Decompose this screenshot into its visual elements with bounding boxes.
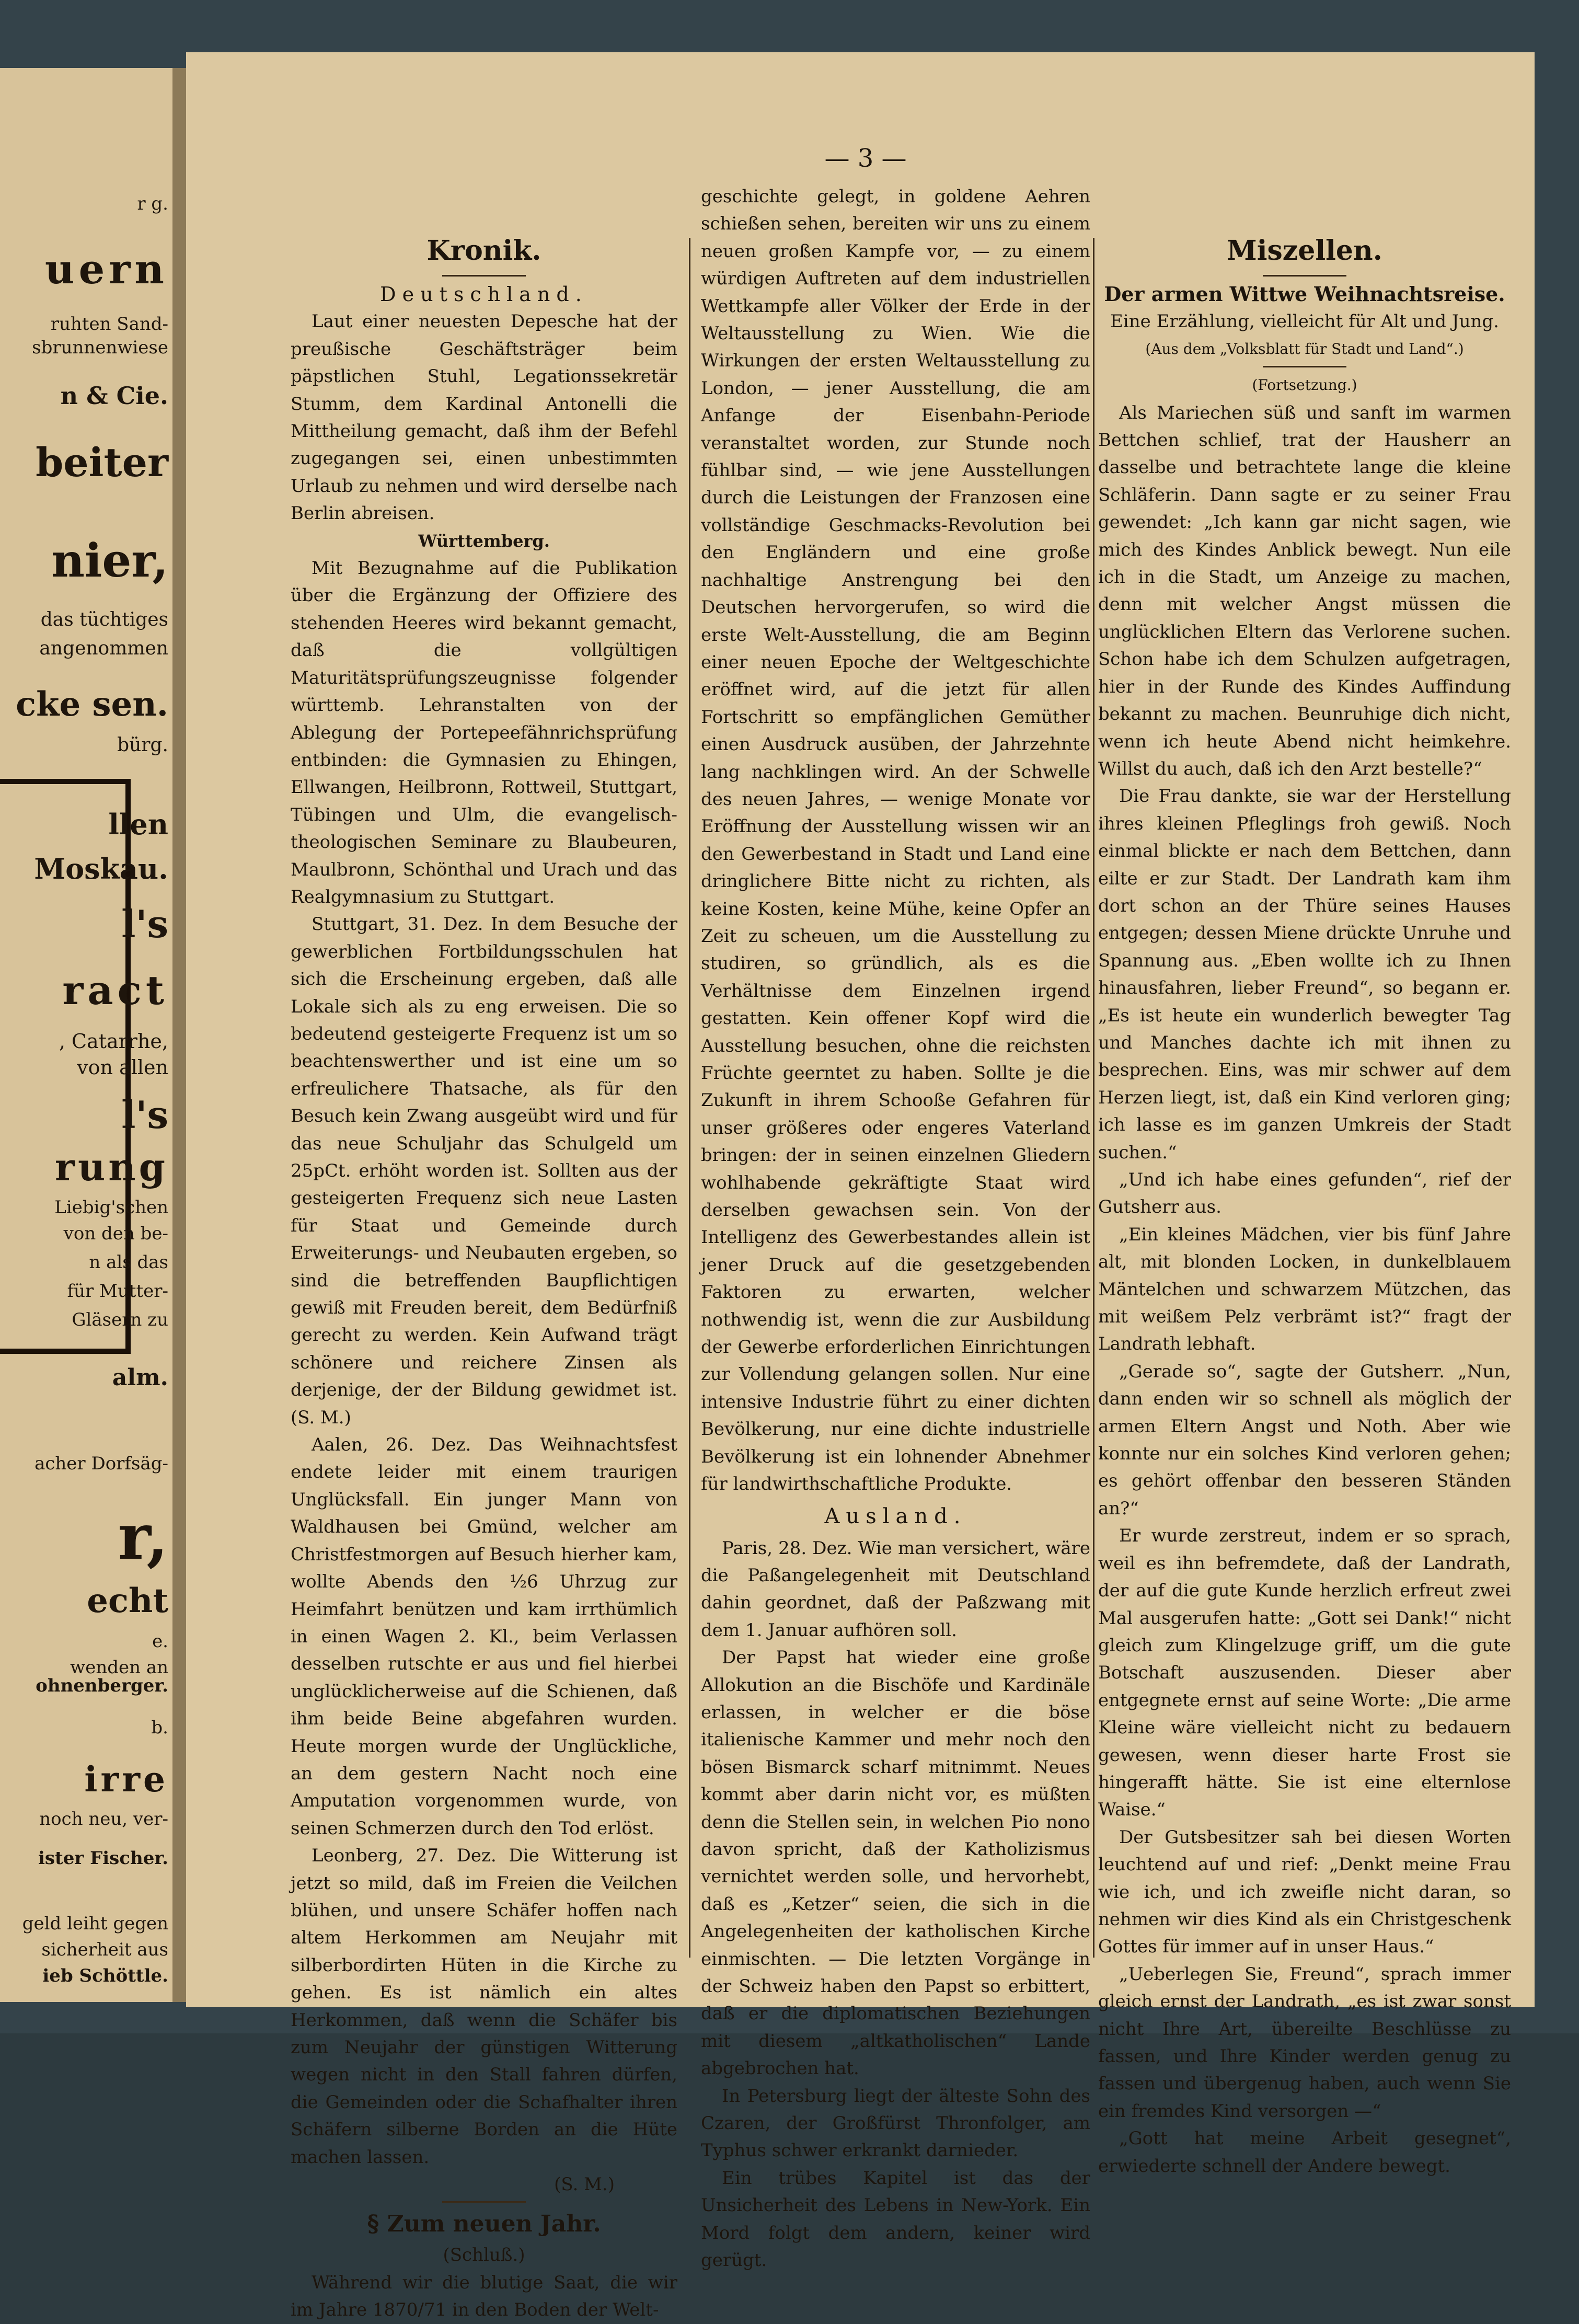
left-line: , Catarrhe,: [59, 1030, 168, 1053]
left-line: bürg.: [117, 734, 168, 756]
region-heading: Deutschland.: [380, 283, 588, 306]
region-heading: Ausland.: [824, 1504, 967, 1528]
left-line: cke sen.: [16, 685, 168, 724]
continuation-note: (Fortsetzung.): [1252, 376, 1357, 394]
left-line: r,: [118, 1500, 168, 1574]
left-line: noch neu, ver-: [39, 1809, 168, 1830]
column-rule: [1093, 238, 1094, 1958]
story-paragraph: Der Gutsbesitzer sah bei diesen Worten leuchtend auf und rief: „Denkt meine Frau wie ich, und ich zweifle nicht daran, so nehmen wir dies Kind als ein Christgeschenk Gottes für immer auf in unser Haus.“: [1098, 1826, 1511, 1958]
article-paragraph: Mit Bezugnahme auf die Publikation über die Ergänzung der Offiziere des stehenden Heeres wird bekannt gemacht, daß die vollgültigen Maturitätsprüfungszeugnisse folgender württemb. Lehranstalten von der Ablegung der Portepeefähnrichsprüfung entbinden: die Gymnasien zu Ehingen, Ellwangen, Heilbronn, Rottweil, Stuttgart, Tübingen und Ulm, die evangelisch-theologischen Seminare zu Blaubeuren, Maulbronn, Schönthal und Urach und das Realgymnasium zu Stuttgart.: [291, 558, 677, 907]
article-paragraph: Leonberg, 27. Dez. Die Witterung ist jetzt so mild, daß im Freien die Veilchen blühen, und unsere Schäfer hoffen nach altem Herkommen am Neujahr mit silberbordirten Hüten in die Kirche zu gehen. Es ist nämlich ein altes Herkommen, daß wenn die Schäfer bis zum Neujahr der günstigen Witterung wegen nicht in den Stall fahren dürfen, die Gemeinden oder die Schafhalter ihren Schäfern silberne Borden an die Hüte machen lassen.: [291, 1845, 677, 2168]
column-rule: [689, 238, 690, 1958]
region-heading: Württemberg.: [418, 531, 550, 551]
left-line: von den be-: [63, 1223, 168, 1244]
story-paragraph: „Und ich habe eines gefunden“, rief der Gutsherr aus.: [1098, 1169, 1511, 1218]
left-line: sicherheit aus: [41, 1939, 168, 1960]
article-paragraph: Stuttgart, 31. Dez. In dem Besuche der gewerblichen Fortbildungsschulen hat sich die Erscheinung ergeben, daß alle Lokale sich als zu eng erweisen. Die so bedeutend gesteigerte Frequenz ist um so beachtenswerther und ist eine um so erfreulichere Thatsache, als für den Besuch kein Zwang ausgeübt wird und für das neue Schuljahr das Schulgeld um 25pCt. erhöht worden ist. Sollten aus der gesteigerten Frequenz sich neue Lasten für Staat und Gemeinde durch Erweiterungs- und Neubauten ergeben, so sind die betreffenden Baupflichtigen gewiß mit Freuden bereit, dem Bedürfniß gerecht zu werden. Kein Aufwand trägt schönere und reichere Zinsen als derjenige, der der Bildung gewidmet ist. (S. M.): [291, 914, 677, 1428]
left-line: echt: [87, 1581, 168, 1620]
left-line: irre: [84, 1759, 168, 1800]
left-line: für Mutter-: [67, 1281, 168, 1302]
left-line: r g.: [137, 193, 168, 214]
article-paragraph: geschichte gelegt, in goldene Aehren schießen sehen, bereiten wir uns zu einem neuen großen Kampfe vor, — zu einem würdigen Auftreten auf dem industriellen Wettkampfe aller Völker der Erde in der Weltausstellung zu Wien. Wie die Wirkungen der ersten Weltausstellung zu London, — jener Ausstellung, die am Anfange der Eisenbahn-Periode veranstaltet worden, zur Stunde noch fühlbar sind, — wie jene Ausstellungen durch die Leistungen der Franzosen eine vollständige Geschmacks-Revolution bei den Engländern und eine große nachhaltige Anstrengung bei den Deutschen hervorgerufen, so wird die erste Welt-Ausstellung, die am Beginn einer neuen Epoche der Weltgeschichte eröffnet wird, auf die jetzt für allen Fortschritt so empfänglichen Gemüther einen Ausdruck ausüben, der Jahrzehnte lang nachklingen wird. An der Schwelle des neuen Jahres, — wenige Monate vor Eröffnung der Ausstellung wissen wir an den Gewerbestand in Stadt und Land eine dringlichere Bitte nicht zu richten, als keine Kosten, keine Mühe, keine Opfer an Zeit zu scheuen, um die Ausstellung zu studiren, so gründlich, als es die Verhältnisse dem Einzelnen irgend gestatten. Kein offener Kopf wird die Ausstellung besuchen, ohne die reichsten Früchte geerntet zu haben. Sollte je die Zukunft in ihrem Schooße Gefahren für unser größeres oder engeres Vaterland bringen: der in seinen einzelnen Gliedern wohlhabende gekräftigte Staat wird derselben gewachsen sein. Von der Intelligenz des Gewerbestandes allein ist jener Druck auf die gesetzgebenden Faktoren zu erwarten, welcher nothwendig ist, wenn die zur Ausbildung der Gewerbe erforderlichen Einrichtungen zur Vollendung gelangen sollen. Nur eine intensive Industrie führt zu einer dichten Bevölkerung, nur eine dichte industrielle Bevölkerung ist ein lohnender Abnehmer für landwirthschaftliche Produkte.: [701, 186, 1090, 1495]
section-heading: Kronik.: [427, 235, 541, 267]
left-line: Gläsern zu: [72, 1309, 168, 1330]
separator-rule: [1263, 366, 1346, 367]
story-title: Der armen Wittwe Weihnachtsreise.: [1104, 282, 1505, 306]
story-paragraph: „Ein kleines Mädchen, vier bis fünf Jahre alt, mit blonden Locken, in dunkelblauem Mäntelchen und schwarzem Mützchen, das mit weißem Pelz verbrämt ist?“ fragt der Landrath lebhaft.: [1098, 1224, 1511, 1355]
left-line: ieb Schöttle.: [42, 1965, 168, 1986]
left-line: acher Dorfsäg-: [34, 1453, 168, 1474]
page-number: — 3 —: [824, 144, 907, 173]
story-paragraph: „Gerade so“, sagte der Gutsherr. „Nun, dann enden wir so schnell als möglich der armen Eltern Angst und Noth. Aber wie konnte nur ein solches Kind verloren gehen; es gehört offenbar den besseren Ständen an?“: [1098, 1361, 1511, 1519]
section-heading: Miszellen.: [1227, 235, 1382, 267]
left-line: e.: [152, 1631, 168, 1652]
story-paragraph: Als Mariechen süß und sanft im warmen Bettchen schlief, trat der Hausherr an dasselbe und betrachtete lange die kleine Schläferin. Dann sagte er zu seiner Frau gewendet: „Ich kann gar nicht sagen, wie mich des Kindes Anblick bewegt. Nun eile ich in die Stadt, um Anzeige zu machen, denn mit welcher Angst müssen die unglücklichen Eltern das Verlorene suchen. Schon habe ich dem Schulzen aufgetragen, hier in der Runde des Kindes Auffindung bekannt zu machen. Beunruhige dich nicht, wenn ich heute Abend nicht heimkehre. Willst du auch, daß ich den Arzt bestelle?“: [1098, 402, 1511, 779]
left-line: von allen: [77, 1056, 168, 1079]
page-gutter: [172, 68, 186, 2002]
story-subtitle: Eine Erzählung, vielleicht für Alt und Jung.: [1110, 311, 1499, 332]
left-line: das tüchtiges: [40, 609, 168, 630]
left-line: sbrunnenwiese: [32, 337, 168, 358]
left-line: Moskau.: [34, 852, 168, 885]
left-line: l's: [121, 902, 168, 946]
article-paragraph: Paris, 28. Dez. Wie man versichert, wäre die Paßangelegenheit mit Deutschland dahin geordnet, daß der Paßzwang mit dem 1. Januar aufhören soll.: [701, 1537, 1090, 1641]
left-line: ister Fischer.: [38, 1848, 168, 1869]
left-line: ohnenberger.: [36, 1675, 168, 1696]
article-paragraph: Aalen, 26. Dez. Das Weihnachtsfest endete leider mit einem traurigen Unglücksfall. Ein junger Mann von Waldhausen bei Gmünd, welcher am Christfestmorgen auf Besuch hierher kam, wollte Abends den ½6 Uhrzug zur Heimfahrt benützen und kam irrthümlich in einen Wagen 2. Kl., beim Verlassen desselben rutschte er aus und fiel hierbei unglücklicherweise auf die Schienen, daß ihm beide Beine abgefahren wurden. Heute morgen wurde der Unglückliche, an dem gestern Nacht noch eine Amputation vorgenommen wurde, von seinen Schmerzen durch den Tod erlöst.: [291, 1434, 677, 1839]
separator-rule: [442, 2201, 526, 2203]
article-paragraph: Ein trübes Kapitel ist das der Unsicherheit des Lebens in New-York. Ein Mord folgt dem andern, keiner wird gerügt.: [701, 2167, 1090, 2271]
heading-rule: [442, 275, 526, 277]
left-line: b.: [151, 1717, 168, 1738]
article-heading: § Zum neuen Jahr.: [367, 2211, 601, 2238]
left-line: llen: [108, 808, 168, 841]
article-paragraph: Laut einer neuesten Depesche hat der preußische Geschäftsträger beim päpstlichen Stuhl, Legationssekretär Stumm, dem Kardinal Antonelli die Mittheilung gemacht, daß ihm der Befehl zugegangen sei, einen unbestimmten Urlaub zu nehmen und wird derselbe nach Berlin abreisen.: [291, 311, 677, 524]
left-line: ruhten Sand-: [50, 314, 168, 335]
left-line: geld leiht gegen: [22, 1913, 168, 1934]
story-paragraph: Die Frau dankte, sie war der Herstellung ihres kleinen Pfleglings froh gewiß. Noch einmal blickte er nach dem Bettchen, dann eilte er zur Stadt. Der Landrath kam ihm dort schon an der Thüre seines Hauses entgegen; dessen Miene drückte Unruhe und Spannung aus. „Eben wollte ich zu Ihnen hinausfahren, lieber Freund“, so begann er. „Es ist heute ein wunderlich bewegter Tag und Manches dachte ich mit ihnen zu besprechen. Eins, was mir schwer auf dem Herzen liegt, ist, daß ein Kind verloren ging; ich lasse es im ganzen Umkreis der Stadt suchen.“: [1098, 786, 1511, 1163]
left-line: beiter: [36, 439, 168, 486]
left-line: angenommen: [39, 638, 168, 659]
left-line: wenden an: [70, 1657, 168, 1678]
left-page-fragment: [0, 68, 172, 2002]
left-line: uern: [44, 246, 168, 293]
article-subheading: (Schluß.): [443, 2245, 525, 2266]
left-line: n als das: [89, 1252, 168, 1273]
left-line: rung: [55, 1145, 168, 1189]
left-line: n & Cie.: [60, 382, 168, 410]
column-1: [291, 230, 677, 2324]
left-line: l's: [121, 1092, 168, 1137]
story-paragraph: Er wurde zerstreut, indem er so sprach, weil es ihn befremdete, daß der Landrath, der auf die gute Kunde herzlich erfreut zwei Mal ausgerufen hatte: „Gott sei Dank!“ nicht gleich zum Klingelzuge griff, um die gute Botschaft auszusenden. Dieser aber entgegnete ernst auf seine Worte: „Die arme Kleine wäre vielleicht nicht zu bedauern gewesen, wenn dieser harte Frost sie hingerafft hätte. Sie ist eine elternlose Waise.“: [1098, 1525, 1511, 1821]
column-3: [1098, 230, 1511, 2180]
heading-rule: [1263, 275, 1346, 277]
left-line: nier,: [51, 533, 168, 588]
left-line: ract: [62, 967, 168, 1014]
source-note: (S. M.): [554, 2174, 615, 2195]
article-paragraph: Während wir die blutige Saat, die wir im Jahre 1870/71 in den Boden der Welt-: [291, 2272, 677, 2321]
article-paragraph: In Petersburg liegt der älteste Sohn des Czaren, der Großfürst Thronfolger, am Typhus schwer erkrankt darnieder.: [701, 2085, 1090, 2161]
left-line: Liebig'schen: [54, 1197, 168, 1218]
column-2: [701, 183, 1090, 2274]
left-line: alm.: [112, 1364, 168, 1391]
article-paragraph: Der Papst hat wieder eine große Allokution an die Bischöfe und Kardinäle erlassen, in welcher er die böse italienische Kammer und mehr noch den bösen Bismarck scharf mitnimmt. Neues kommt aber darin nicht vor, es müßten denn die Stellen sein, in welchen Pio nono davon spricht, daß der Katholizismus vernichtet werden solle, und hervorhebt, daß es „Ketzer“ seien, die sich in die Angelegenheiten der katholischen Kirche einmischten. — Die letzten Vorgänge in der Schweiz haben den Papst so erbittert, daß er die diplomatischen Beziehungen mit diesem „altkatholischen“ Lande abgebrochen hat.: [701, 1647, 1090, 2079]
story-source: (Aus dem „Volksblatt für Stadt und Land“.): [1145, 340, 1464, 358]
story-paragraph: „Ueberlegen Sie, Freund“, sprach immer gleich ernst der Landrath, „es ist zwar sonst nicht Ihre Art, übereilte Beschlüsse zu fassen, und Ihre Kinder werden genug zu fassen und übergenug haben, auch wenn Sie ein fremdes Kind versorgen —“: [1098, 1963, 1511, 2122]
newspaper-page: [186, 52, 1535, 2321]
story-paragraph: „Gott hat meine Arbeit gesegnet“, erwiederte schnell der Andere bewegt.: [1098, 2128, 1511, 2177]
